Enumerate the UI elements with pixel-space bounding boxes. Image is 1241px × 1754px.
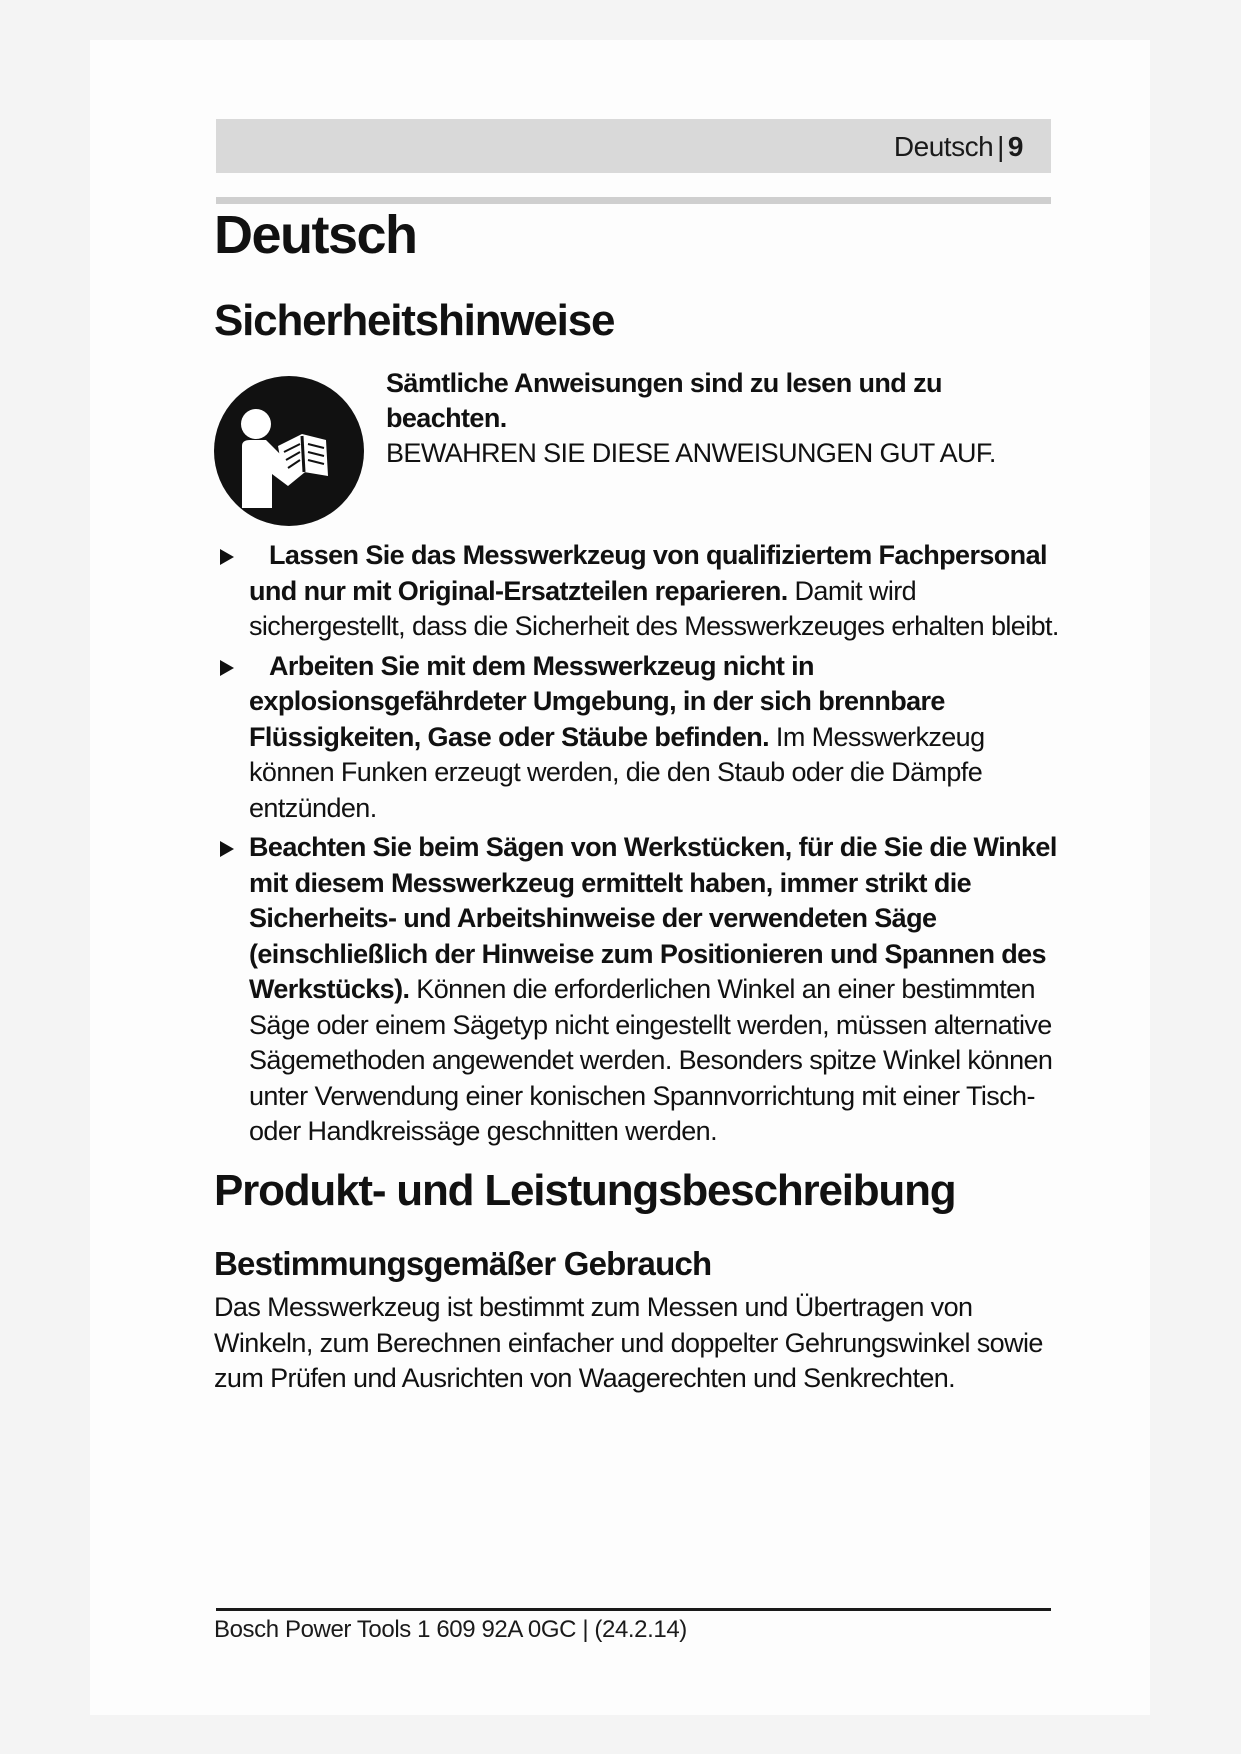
header-label — [894, 131, 1023, 163]
header-separator: | — [997, 131, 1004, 162]
bullet-triangle-icon — [220, 660, 234, 676]
product-heading: Produkt- und Leistungsbeschreibung — [214, 1166, 956, 1215]
usage-paragraph: Das Messwerkzeug ist bestimmt zum Messen und Übertragen von Winkeln, zum Berechnen einfacher und doppelter Gehrungswinkel sowie zum Prüfen und Ausrichten von Waagerechten und Senkrechten. — [214, 1292, 1043, 1393]
header-language: Deutsch — [893, 131, 994, 162]
list-item — [214, 538, 1074, 645]
bullet-bold: Arbeiten Sie mit dem Messwerkzeug nicht in explosionsgefährdeter Umgebung, in der sich brennbare Flüssigkeiten, Gase oder Stäube befinden. — [249, 650, 945, 752]
bullet-text: Damit wird sichergestellt, dass die Sicherheit des Messwerkzeuges erhalten bleibt. — [249, 575, 1059, 641]
intro-bold: Sämtliche Anweisungen sind zu lesen und zu beachten. — [386, 368, 942, 433]
page-footer: Bosch Power Tools 1 609 92A 0GC | (24.2.14) — [214, 1616, 687, 1643]
bullet-bold: Lassen Sie das Messwerkzeug von qualifiziertem Fachpersonal und nur mit Original-Ersatzteilen reparieren. — [249, 540, 1047, 606]
bullet-bold: Beachten Sie beim Sägen von Werkstücken, für die Sie die Winkel mit diesem Messwerkzeug ermittelt haben, immer strikt die Sicherheits- und Arbeitshinweise der verwendeten Säge (einschließlich der Hinweise zum Positionieren und Spannen des Werkstücks). — [249, 832, 1057, 1004]
safety-heading: Sicherheitshinweise — [214, 296, 615, 345]
bullet-text: Können die erforderlichen Winkel an einer bestimmten Säge oder einem Sägetyp nicht eingestellt werden, müssen alternative Sägemethoden angewendet werden. Besonders spitze Winkel können unter Verwendung einer konischen Spannvorrichtung mit einer Tisch- oder Handkreissäge geschnitten werden. — [249, 974, 1053, 1146]
usage-subheading: Bestimmungsgemäßer Gebrauch — [214, 1245, 712, 1282]
read-manual-icon — [214, 376, 364, 526]
intro-caps: BEWAHREN SIE DIESE ANWEISUNGEN GUT AUF. — [386, 438, 996, 468]
list-item — [214, 649, 1074, 827]
page-number: 9 — [1007, 131, 1023, 162]
page-title: Deutsch — [214, 205, 417, 265]
bullet-triangle-icon — [220, 549, 234, 565]
list-item — [214, 830, 1074, 1150]
safety-bullet-list — [214, 538, 1074, 1154]
safety-intro — [386, 366, 1066, 471]
page-header — [216, 119, 1051, 173]
bullet-text: Im Messwerkzeug können Funken erzeugt werden, die den Staub oder die Dämpfe entzünden. — [249, 721, 985, 823]
header-rule — [216, 197, 1051, 204]
bullet-triangle-icon — [220, 841, 234, 857]
footer-rule — [216, 1608, 1051, 1611]
